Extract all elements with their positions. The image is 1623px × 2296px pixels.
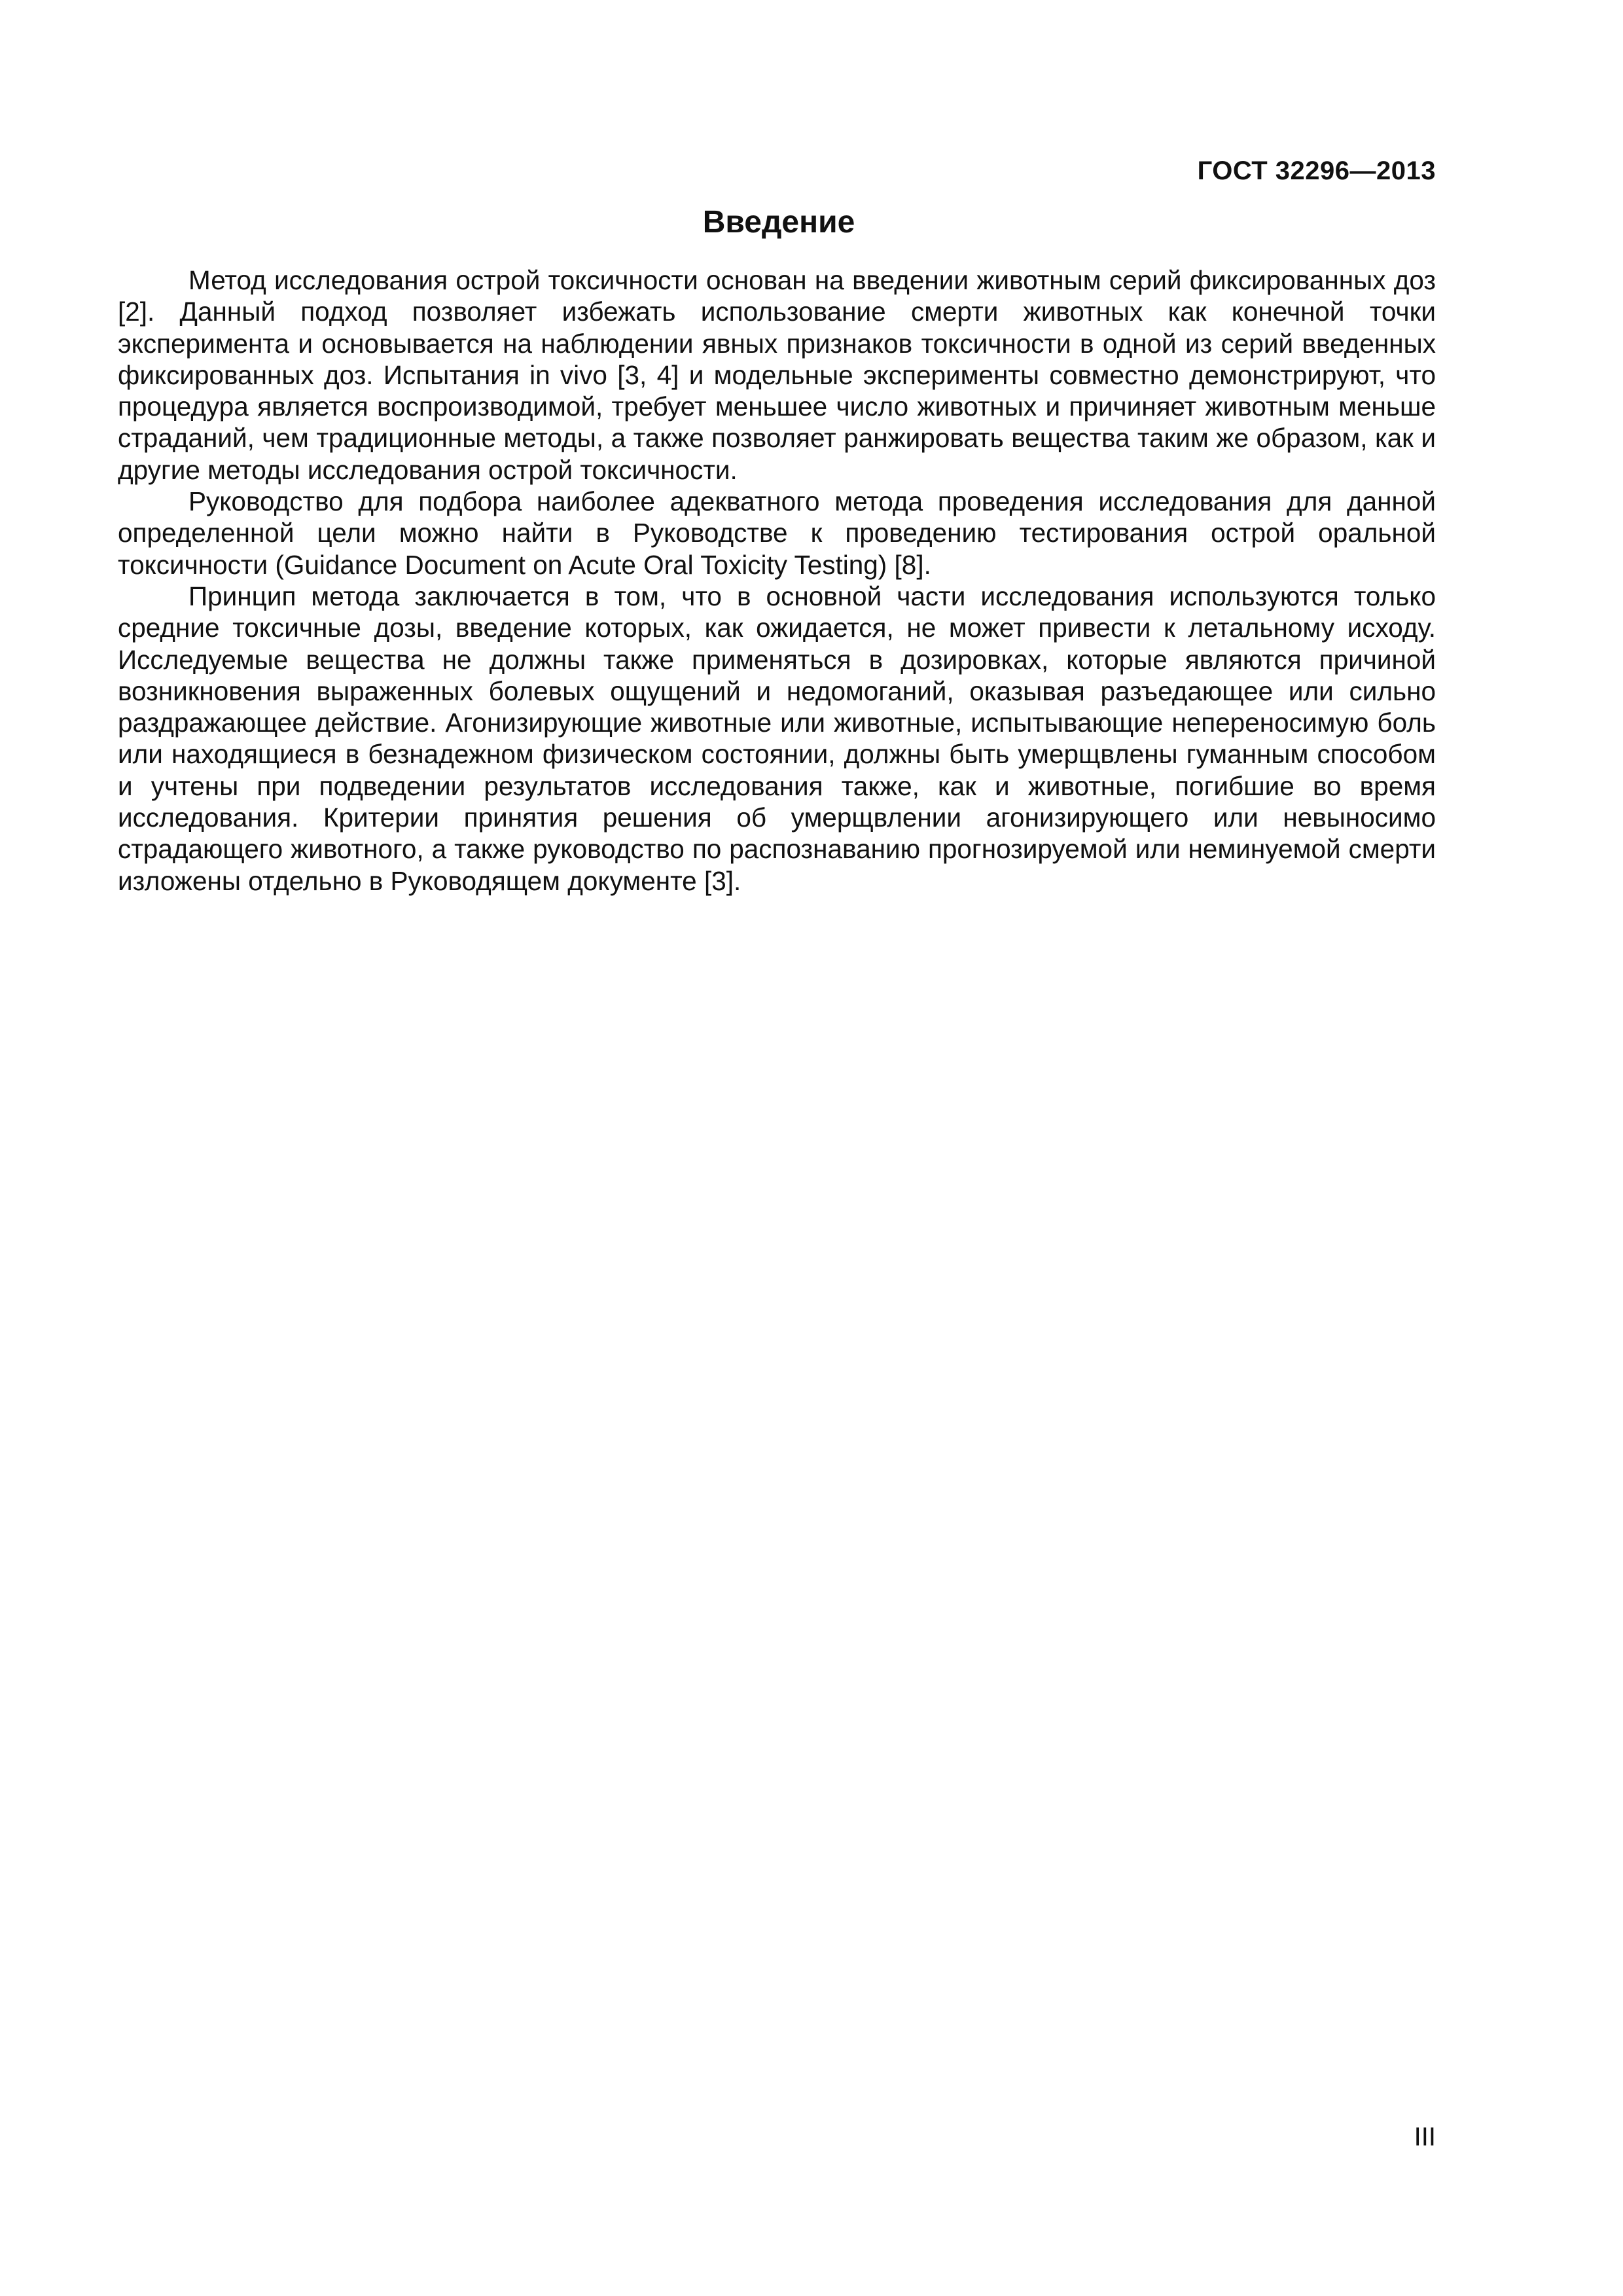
paragraph: Принцип метода заключается в том, что в основной части исследования используются только средние токсичные дозы, введение которых, как ожидается, не может привести к летальному исходу. Исследуемые вещества не должны также применяться в дозировках, которые являются причиной возникновения выраженных болевых ощущений и недомоганий, оказывая разъедающее или сильно раздражающее действие. Агонизирующие животные или животные, испытывающие непереносимую боль или находящиеся в безнадежном физическом состоянии, должны быть умерщвлены гуманным способом и учтены при подведении результатов исследования также, как и животные, погибшие во время исследования. Критерии принятия решения об умерщвлении агонизирующего или невыносимо страдающего животного, а также руководство по распознаванию прогнозируемой или неминуемой смерти изложены отдельно в Руководящем документе [3]. [118, 581, 1436, 896]
section-title: Введение [702, 205, 855, 240]
paragraph: Метод исследования острой токсичности основан на введении животным серий фиксированных доз [2]. Данный подход позволяет избежать использование смерти животных как конечной точки эксперимента и основывается на наблюдении явных признаков токсичности в одной из серий введенных фиксированных доз. Испытания in vivo [3, 4] и модельные эксперименты совместно демонстрируют, что процедура является воспроизводимой, требует меньшее число животных и причиняет животным меньше страданий, чем традиционные методы, а также позволяет ранжировать вещества таким же образом, как и другие методы исследования острой токсичности. [118, 265, 1436, 485]
paragraph: Руководство для подбора наиболее адекватного метода проведения исследования для данной определенной цели можно найти в Руководстве к проведению тестирования острой оральной токсичности (Guidance Document on Acute Oral Toxicity Testing) [8]. [118, 486, 1436, 580]
document-code: ГОСТ 32296—2013 [1197, 156, 1436, 185]
page-number: III [1414, 2123, 1436, 2151]
body-text [118, 264, 1436, 897]
